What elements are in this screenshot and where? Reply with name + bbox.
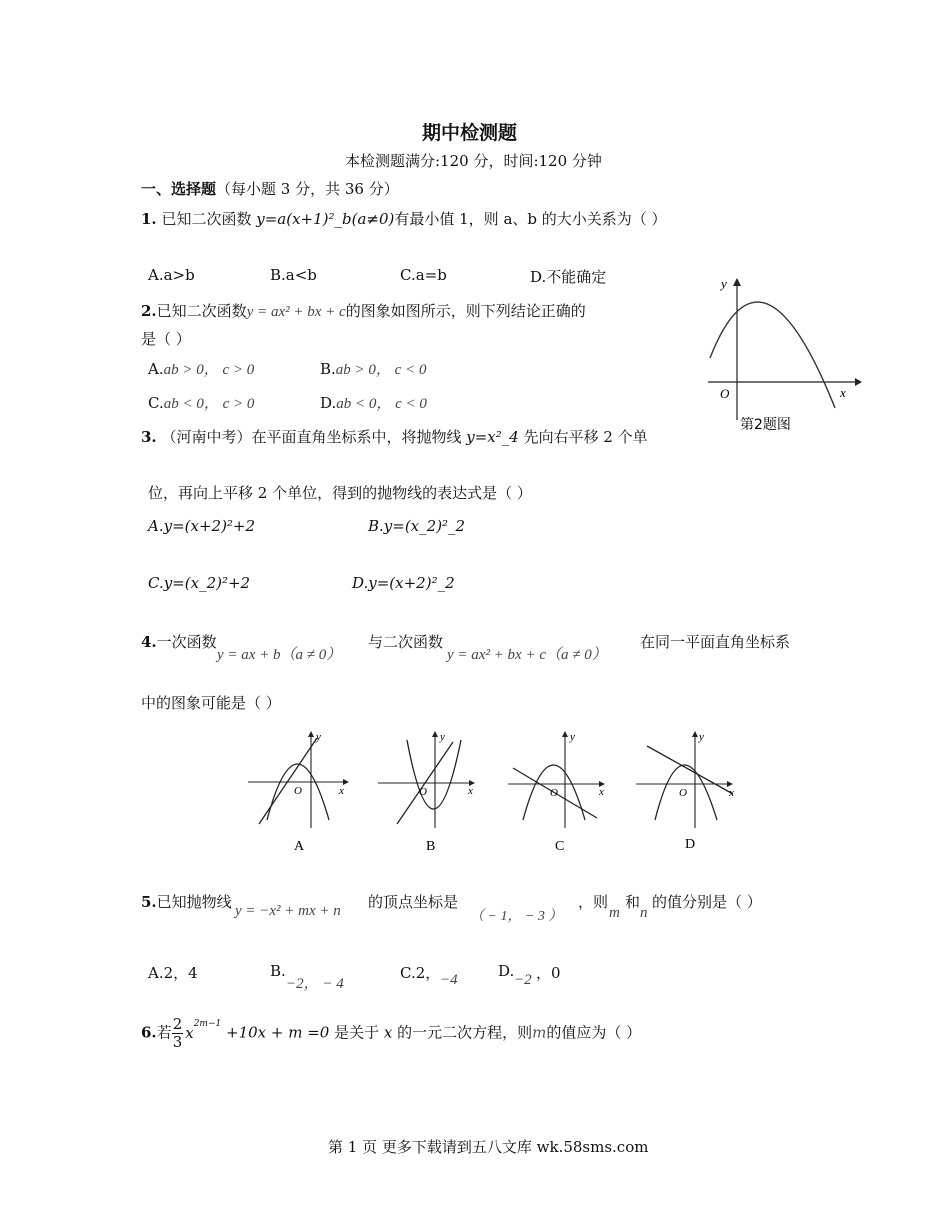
q2-number: 2. [141,302,157,320]
q5-option-d-expr: −2 [514,972,532,988]
q2-parabola-figure [700,270,870,440]
q6-frac-num: 2 [172,1015,183,1033]
q4-a-label: A [294,839,305,854]
page-subtitle: 本检测题满分:120 分，时间:120 分钟 [345,152,602,170]
q5-vertex: （ − 1， − 3 ） [470,909,563,924]
q5-text-a-label: 已知抛物线 [156,893,232,911]
q3-number: 3. [141,428,157,446]
q4-line-2: 中的图象可能是（ ） [141,694,281,712]
q4-c-origin-label: O [550,787,558,799]
q2-y-arrow [733,278,741,286]
q2-option-c [148,392,254,413]
q1-text-b: 有最小值 1，则 a、b 的大小关系为（ ） [394,210,667,228]
question-1 [141,208,667,229]
q2-option-a-expr: ab > 0， c > 0 [163,362,255,378]
q2-text-a: 已知二次函数 [156,302,247,320]
section-name: 一、选择题 [141,180,217,198]
q3-expression: y=x²_4 [466,428,519,446]
page-footer: 第 1 页 更多下载请到五八文库 wk.58sms.com [328,1138,649,1156]
q2-option-b [320,358,426,379]
q4-figure-c [505,728,615,858]
q5-m: m [609,905,620,921]
q5-text-c: ，则 [578,893,609,911]
q3-option-a: A.y=(x+2)²+2 [148,517,256,535]
q4-d-x-label: x [729,787,734,799]
q4-d-label: D [685,837,696,852]
q2-option-b-expr: ab > 0， c < 0 [335,362,427,378]
q5-text-b: 的顶点坐标是 [368,893,459,911]
q2-option-d-expr: ab < 0， c < 0 [336,396,427,412]
q4-expression-2: y = ax² + bx + c（a ≠ 0） [447,647,607,663]
q2-option-a-label: A. [148,360,164,378]
q2-x-label: x [840,385,846,400]
q6-text-c: 的值应为（ ） [546,1023,642,1042]
q2-option-d [320,392,427,413]
q4-c-y-label: y [570,731,575,743]
q2-expression: y = ax² + bx + c [246,304,346,320]
q5-option-c [400,962,440,983]
q4-figure-b [375,728,485,858]
q4-text-a-label: 一次函数 [156,633,217,651]
q5-option-b-label: B. [270,962,286,980]
q1-option-a: A.a>b [148,266,195,284]
q3-option-c: C.y=(x_2)²+2 [148,574,251,592]
q5-text-d: 的值分别是（ ） [652,893,762,911]
q4-b-label: B [426,839,436,854]
q4-text-c: 在同一平面直角坐标系 [640,633,791,651]
q4-b-x-label: x [468,785,473,797]
question-6 [141,1016,641,1051]
question-3 [141,426,648,447]
q4-c-x-label: x [599,786,604,798]
q1-option-c: C.a=b [400,266,447,284]
q3-text-b: 先向右平移 2 个单 [518,428,648,446]
q5-and: 和 [625,893,641,911]
q4-d-origin-label: O [679,787,687,799]
section-heading [141,178,399,199]
q6-rest: +10x + m =0 [221,1023,330,1042]
q4-b-origin-label: O [419,786,427,798]
q1-option-d: D.不能确定 [530,268,607,286]
q2-origin-label: O [720,386,730,401]
q6-x: x [185,1023,194,1042]
q4-c-label: C [555,839,565,854]
q4-figure-a [245,728,355,858]
q5-n: n [640,905,648,921]
q3-text-a: （河南中考）在平面直角坐标系中，将抛物线 [161,428,467,446]
q5-option-c-expr: −4 [440,972,458,988]
q2-option-c-label: C. [148,394,164,412]
q6-x2: x [383,1023,393,1042]
q2-option-b-label: B. [320,360,336,378]
q5-option-d-label: D. [498,962,515,980]
q4-a-x-label: x [339,785,344,797]
q5-number: 5. [141,893,157,911]
q2-y-label: y [721,276,727,291]
q5-option-c-label: C.2， [400,964,441,982]
q4-text-a [141,631,217,652]
q4-number: 4. [141,633,157,651]
q2-x-arrow [855,378,862,386]
q2-figure-caption: 第2题图 [740,417,791,433]
q5-text-a [141,891,232,912]
q1-expression: y=a(x+1)²_b(a≠0) [256,210,395,228]
q4-a-y-label: y [316,731,321,743]
q4-expression-1: y = ax + b（a ≠ 0） [217,647,342,663]
q3-option-b: B.y=(x_2)²_2 [368,517,466,535]
q4-text-b: 与二次函数 [368,633,444,651]
page-title: 期中检测题 [422,122,518,144]
q4-d-y-label: y [699,731,704,743]
q6-m: m [532,1023,547,1042]
q3-option-d: D.y=(x+2)²_2 [352,574,455,592]
section-note: （每小题 3 分，共 36 分） [216,180,399,198]
q5-option-d-tail: ，0 [536,964,561,982]
q2-option-a [148,358,254,379]
q1-number: 1. [141,210,157,228]
q6-text-a: 是关于 [329,1023,384,1042]
q4-figure-d [633,728,743,858]
q6-exponent: 2m−1 [193,1018,222,1029]
q6-number: 6. [141,1023,157,1042]
q2-text-b: 的图象如图所示，则下列结论正确的 [345,302,586,320]
question-2 [141,300,586,321]
q5-option-d [498,962,514,980]
q5-option-b [270,962,286,980]
q4-a-origin-label: O [294,785,302,797]
q5-option-a: A.2，4 [148,964,198,982]
q4-b-y-label: y [440,731,445,743]
q1-text-a: 已知二次函数 [161,210,257,228]
q2-option-c-expr: ab < 0， c > 0 [163,396,255,412]
q1-option-b: B.a<b [270,266,317,284]
q5-option-b-expr: −2， − 4 [286,976,344,992]
q2-option-d-label: D. [320,394,337,412]
q6-fraction [172,1016,184,1051]
q5-expression: y = −x² + mx + n [235,903,341,919]
q6-text-b: 的一元二次方程，则 [392,1023,533,1042]
q6-ruo: 若 [156,1023,172,1042]
q3-line-2: 位，再向上平移 2 个单位，得到的抛物线的表达式是（ ） [148,484,532,502]
q6-frac-den: 3 [172,1033,183,1051]
q2-line-2: 是（ ） [141,330,191,348]
